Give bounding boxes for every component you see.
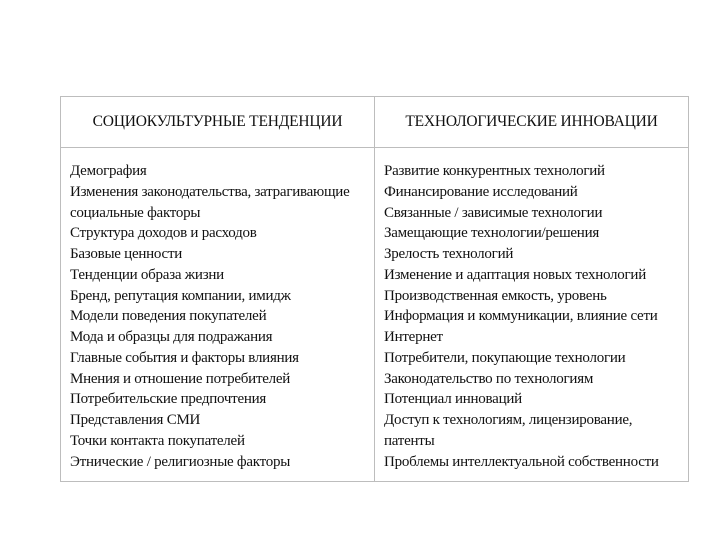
list-item: Потенциал инноваций [384, 391, 522, 408]
sociocultural-list [70, 161, 370, 472]
list-item: Связанные / зависимые технологии [384, 204, 603, 221]
list-item: Точки контакта покупателей [70, 432, 245, 449]
comparison-table [60, 96, 689, 482]
list-item: Интернет [384, 329, 443, 345]
technological-list [384, 161, 684, 472]
list-item: Производственная емкость, уровень [384, 287, 607, 304]
list-item: Модели поведения покупателей [70, 308, 267, 325]
list-item: Информация и коммуникации, влияние сети [384, 308, 658, 325]
header-sociocultural-trends: СОЦИОКУЛЬТУРНЫЕ ТЕНДЕНЦИИ [92, 113, 343, 130]
list-item: Мода и образцы для подражания [70, 329, 273, 345]
list-item: Демография [70, 163, 147, 179]
list-item: социальные факторы [70, 204, 201, 221]
list-item: Изменение и адаптация новых технологий [384, 266, 646, 283]
list-item: Зрелость технологий [384, 246, 514, 262]
list-item: Этнические / религиозные факторы [70, 453, 291, 470]
list-item: Финансирование исследований [384, 183, 578, 200]
list-item: Представления СМИ [70, 412, 201, 428]
list-item: Развитие конкурентных технологий [384, 163, 605, 179]
header-technological-innovations: ТЕХНОЛОГИЧЕСКИЕ ИННОВАЦИИ [405, 113, 658, 130]
list-item: Законодательство по технологиям [384, 370, 594, 387]
list-item: патенты [384, 432, 435, 449]
list-item: Проблемы интеллектуальной собственности [384, 453, 659, 470]
list-item: Главные события и факторы влияния [70, 349, 299, 366]
list-item: Базовые ценности [70, 246, 183, 262]
list-item: Замещающие технологии/решения [384, 225, 599, 242]
list-item: Доступ к технологиям, лицензирование, [384, 412, 633, 428]
list-item: Тенденции образа жизни [70, 266, 224, 283]
table-body-row [61, 148, 688, 481]
list-item: Изменения законодательства, затрагивающие [70, 183, 350, 200]
list-item: Мнения и отношение потребителей [70, 370, 291, 387]
list-item: Потребительские предпочтения [70, 391, 267, 408]
list-item: Бренд, репутация компании, имидж [70, 287, 291, 304]
list-item: Структура доходов и расходов [70, 225, 257, 242]
list-item: Потребители, покупающие технологии [384, 349, 626, 366]
